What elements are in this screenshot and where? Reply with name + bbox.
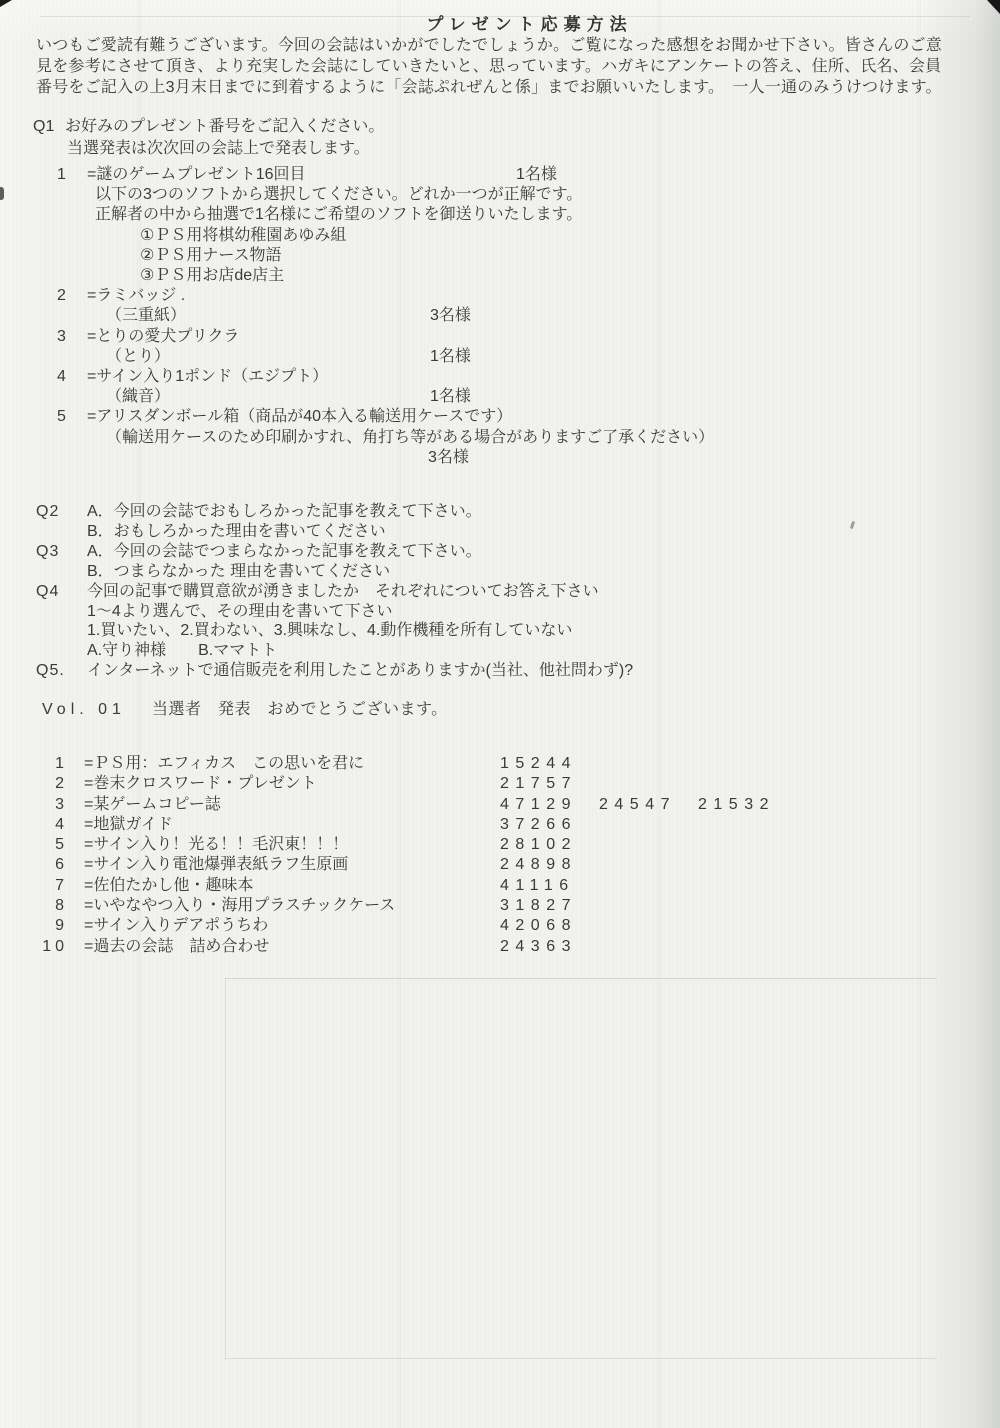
winner-row <box>0 835 980 855</box>
winner-rank: 10 <box>42 937 68 955</box>
prize-detail: 正解者の中から抽選で1名様にご希望のソフトを御送りいたします。 <box>95 206 583 224</box>
winner-rank: 9 <box>55 917 68 935</box>
prize-item <box>0 165 980 286</box>
question-line-row <box>0 602 980 622</box>
question-text: B．おもしろかった理由を書いてください <box>87 522 386 540</box>
prize-title: =ラミバッジ . <box>87 287 186 305</box>
winner-list <box>0 754 980 957</box>
winner-rank: 1 <box>55 755 68 772</box>
prize-sub-row <box>0 428 980 448</box>
question-list <box>0 502 980 681</box>
winner-rank: 4 <box>55 815 68 833</box>
prize-subtitle: （輸送用ケースのため印刷かすれ、角打ち等がある場合がありますご了承ください） <box>106 428 715 446</box>
winner-rank: 2 <box>55 775 68 793</box>
prize-head-row <box>0 407 980 427</box>
question-text: インターネットで通信販売を利用したことがありますか(当社、他社問わず)? <box>87 662 634 680</box>
winner-item-title: =巻末クロスワード・プレゼント <box>84 775 317 793</box>
q1-block <box>0 116 960 159</box>
prize-title: =とりの愛犬プリクラ <box>87 327 240 345</box>
prize-option: ②ＰＳ用ナース物語 <box>140 246 282 264</box>
winner-entry-numbers <box>500 855 599 875</box>
prize-winner-row <box>0 448 980 468</box>
intro-line: 番号をご記入の上3月末日までに到着するように「会誌ぷれぜんと係」までお願いいたします。 一人一通のみうけつけます。 <box>36 78 942 96</box>
question-label: Q4 <box>36 582 60 600</box>
winner-entry-numbers <box>500 835 599 855</box>
question-line-row <box>0 621 980 641</box>
winner-entry-numbers <box>500 795 797 815</box>
winner-item-title: =サイン入り！光る！！毛沢東！！！ <box>84 836 349 854</box>
prize-head-row <box>0 367 980 387</box>
winner-entry-numbers <box>500 815 599 835</box>
winner-row <box>0 876 980 896</box>
winner-row <box>0 896 980 916</box>
scan-corner-mark-top-left <box>0 0 12 7</box>
winner-entry-number: 24547 <box>599 795 676 813</box>
question-line-row <box>0 562 980 582</box>
winner-entry-numbers <box>500 754 599 774</box>
winner-entry-numbers <box>500 876 597 896</box>
winner-item-title: =地獄ガイド <box>84 815 173 833</box>
prize-number: 5 <box>57 408 66 426</box>
prize-subtitle: （とり） <box>106 347 171 365</box>
winner-entry-number: 21757 <box>500 775 577 793</box>
prize-option: ①ＰＳ用将棋幼稚園あゆみ組 <box>140 226 347 244</box>
question-text: A.守り神様 B.ママトト <box>87 642 278 660</box>
winner-entry-number: 47129 <box>500 795 577 813</box>
winners-heading <box>42 696 448 719</box>
winners-heading-text: 当選者 発表 おめでとうございます。 <box>151 701 448 718</box>
prize-number: 2 <box>57 287 66 305</box>
question-label: Q5. <box>36 662 65 680</box>
winner-rank: 5 <box>55 836 68 854</box>
winner-entry-numbers <box>500 937 599 957</box>
prize-number: 4 <box>57 368 66 386</box>
winner-row <box>0 815 980 835</box>
winner-item-title: =サイン入りデアポうちわ <box>84 917 269 935</box>
winner-row <box>0 774 980 794</box>
prize-item <box>0 286 980 326</box>
prize-head-row <box>0 165 980 185</box>
question-text: A．今回の会誌でおもしろかった記事を教えて下さい。 <box>87 503 482 520</box>
winner-row <box>0 754 980 774</box>
winner-entry-numbers <box>500 896 599 916</box>
question-text: 1～4より選んで、その理由を書いて下さい <box>87 602 393 620</box>
winner-rank: 6 <box>55 856 68 874</box>
winner-entry-numbers <box>500 774 599 794</box>
scan-bleed-line <box>225 978 937 979</box>
winner-row <box>0 937 980 957</box>
prize-option: ③ＰＳ用お店de店主 <box>140 267 285 285</box>
winner-rank: 3 <box>55 795 68 813</box>
prize-sub-row <box>0 306 980 326</box>
winner-entry-number: 41116 <box>500 876 575 894</box>
prize-item <box>0 407 980 468</box>
question-text: 1.買いたい、2.買わない、3.興味なし、4.動作機種を所有していない <box>87 622 573 640</box>
winner-entry-number: 21532 <box>698 795 775 813</box>
winner-row <box>0 855 980 875</box>
question-line-row <box>0 641 980 661</box>
q1-text: お好みのプレゼント番号をご記入ください。 <box>65 118 385 135</box>
prize-sub-row <box>0 347 980 367</box>
question-label: Q3 <box>36 542 60 560</box>
winner-entry-number: 31827 <box>500 897 577 915</box>
prize-title: =謎のゲームプレゼント16回目 <box>87 166 306 183</box>
winner-entry-number: 24363 <box>500 937 577 955</box>
prize-winner-count: 1名様 <box>430 388 471 406</box>
question-line-row <box>0 502 980 522</box>
winner-rank: 8 <box>55 897 68 915</box>
prize-head-row <box>0 327 980 347</box>
intro-paragraph <box>36 36 982 98</box>
prize-subtitle: （織音） <box>106 388 171 406</box>
scan-bleed-line <box>225 1358 937 1359</box>
prize-subtitle: （三重紙） <box>106 307 187 325</box>
winner-item-title: =佐伯たかし他・趣味本 <box>84 876 254 894</box>
page-title: プレゼント応募方法 <box>426 15 633 34</box>
intro-line: 見を参考にさせて頂き、より充実した会誌にしていきたいと、思っています。ハガキにアンケートの答え、住所、氏名、会員 <box>36 57 942 75</box>
prize-number: 3 <box>57 327 66 345</box>
winner-row <box>0 795 980 815</box>
prize-winner-count: 3名様 <box>430 307 471 325</box>
winner-item-title: =過去の会誌 詰め合わせ <box>84 937 270 955</box>
q1-label: Q1 <box>33 118 55 135</box>
question-line-row <box>0 542 980 562</box>
prize-number: 1 <box>57 166 66 183</box>
winner-item-title: =某ゲームコピー誌 <box>84 795 221 813</box>
winner-entry-number: 42068 <box>500 917 577 935</box>
prize-item <box>0 367 980 407</box>
question-text: B．つまらなかった 理由を書いてください <box>87 562 391 580</box>
winner-item-title: =ＰＳ用：エフィカス この思いを君に <box>84 755 365 772</box>
question-line-row <box>0 661 980 681</box>
prize-title: =サイン入り1ポンド（エジプト） <box>87 368 329 386</box>
scan-bleed-line <box>225 978 226 1360</box>
winner-item-title: =いやなやつ入り・海用プラスチックケース <box>84 897 396 915</box>
question-text: A．今回の会誌でつまらなかった記事を教えて下さい。 <box>87 542 482 560</box>
prize-sub-row <box>0 387 980 407</box>
prize-winner-count: 3名様 <box>428 448 469 466</box>
winner-row <box>0 916 980 936</box>
winner-entry-number: 37266 <box>500 815 577 833</box>
prize-winner-count: 1名様 <box>430 347 471 365</box>
prize-title: =アリスダンボール箱（商品が40本入る輸送用ケースです） <box>87 408 513 426</box>
prize-detail: 以下の3つのソフトから選択してください。どれか一つが正解です。 <box>95 186 583 204</box>
q1-subtext: 当選発表は次次回の会誌上で発表します。 <box>67 139 370 157</box>
intro-line: いつもご愛読有難うございます。今回の会誌はいかがでしたでしょうか。ご覧になった感想をお聞かせ下さい。皆さんのご意 <box>36 37 942 54</box>
winner-rank: 7 <box>55 876 68 894</box>
question-text: 今回の記事で購買意欲が湧きましたか それぞれについてお答え下さい <box>87 582 599 600</box>
question-line-row <box>0 522 980 542</box>
question-line-row <box>0 582 980 602</box>
winner-entry-number: 24898 <box>500 856 577 874</box>
winner-item-title: =サイン入り電池爆弾表紙ラフ生原画 <box>84 856 349 874</box>
vol-label: Vol. 01 <box>42 701 126 718</box>
winner-entry-number: 15244 <box>500 755 577 772</box>
winner-entry-number: 28102 <box>500 836 577 854</box>
prize-head-row <box>0 286 980 306</box>
prize-winner-count: 1名様 <box>516 166 557 183</box>
question-label: Q2 <box>36 503 60 520</box>
prize-list <box>0 165 980 468</box>
winner-entry-numbers <box>500 916 599 936</box>
prize-item <box>0 327 980 367</box>
